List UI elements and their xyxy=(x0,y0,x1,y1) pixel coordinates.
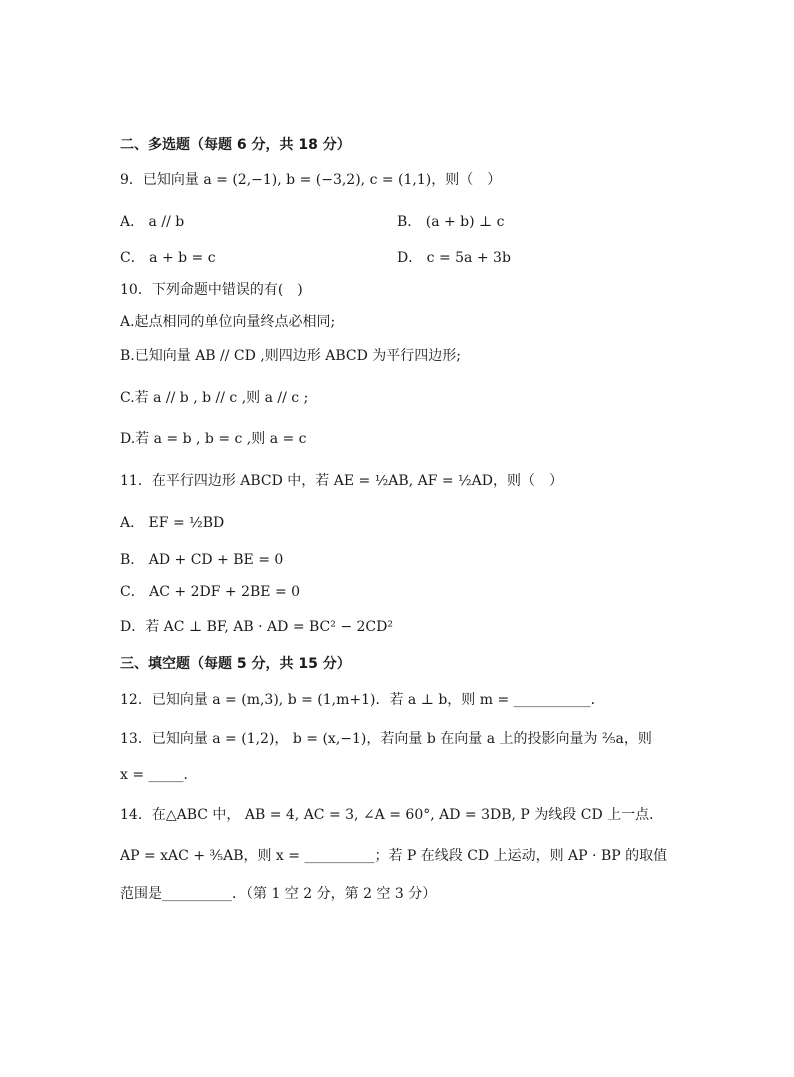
question-11-stem: 11．在平行四边形 ABCD 中，若 AE = ½AB, AF = ½AD，则（ ） xyxy=(120,473,563,489)
question-9-option-d: D． c = 5a + 3b xyxy=(397,250,511,266)
section-heading-fill-in: 三、填空题（每题 5 分，共 15 分） xyxy=(120,656,351,672)
question-9-option-c: C． a + b = c xyxy=(120,250,216,266)
question-11-option-b: B． AD + CD + BE = 0 xyxy=(120,552,284,568)
question-13-line-2: x = _____． xyxy=(120,767,198,783)
question-10-option-d: D.若 a = b , b = c ,则 a = c xyxy=(120,431,307,447)
question-14-line-3: 范围是__________．（第 1 空 2 分，第 2 空 3 分） xyxy=(120,886,437,902)
question-11-option-d: D．若 AC ⊥ BF, AB · AD = BC² − 2CD² xyxy=(120,619,393,635)
question-10-option-b: B.已知向量 AB // CD ,则四边形 ABCD 为平行四边形; xyxy=(120,348,461,364)
question-11-option-a: A． EF = ½BD xyxy=(120,515,225,531)
question-10-stem: 10．下列命题中错误的有( ) xyxy=(120,282,303,298)
question-9-option-a: A． a // b xyxy=(120,214,185,230)
question-11-option-c: C． AC + 2DF + 2BE = 0 xyxy=(120,584,301,600)
question-9-stem: 9．已知向量 a = (2,−1), b = (−3,2), c = (1,1)，则（ ） xyxy=(120,172,502,188)
question-14-line-2: AP = xAC + ⅗AB，则 x = __________；若 P 在线段 CD 上运动，则 AP · BP 的取值 xyxy=(120,848,668,864)
section-heading-multiple-choice: 二、多选题（每题 6 分，共 18 分） xyxy=(120,137,351,153)
question-10-option-a: A.起点相同的单位向量终点必相同; xyxy=(120,314,336,330)
question-9-option-b: B． (a + b) ⊥ c xyxy=(397,214,505,230)
question-12-stem: 12．已知向量 a = (m,3), b = (1,m+1)．若 a ⊥ b，则 m = ___________． xyxy=(120,692,605,708)
question-10-option-c: C.若 a // b , b // c ,则 a // c ; xyxy=(120,390,309,406)
question-13-line-1: 13．已知向量 a = (1,2)， b = (x,−1)，若向量 b 在向量 a 上的投影向量为 ⅖a，则 xyxy=(120,731,652,747)
question-14-line-1: 14．在△ABC 中， AB = 4, AC = 3, ∠A = 60°, AD = 3DB, P 为线段 CD 上一点． xyxy=(120,807,664,823)
